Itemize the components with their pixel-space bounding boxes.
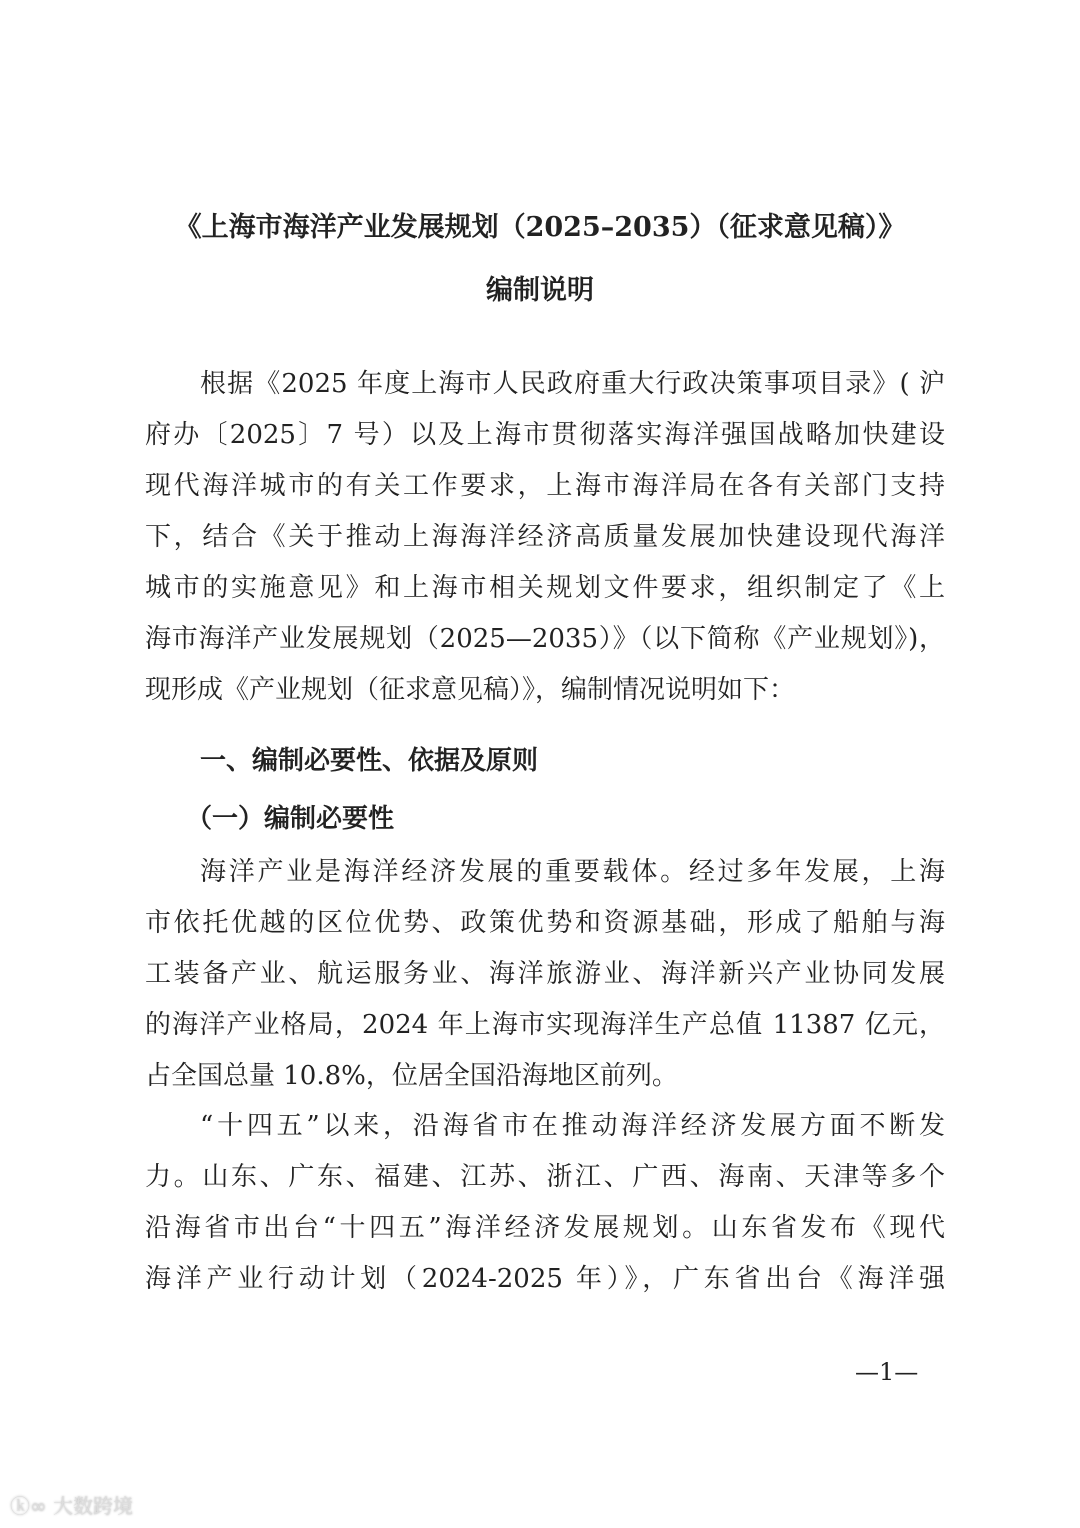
- subsection-heading: （一）编制必要性: [186, 804, 395, 834]
- text-line: 现形成《产业规划（征求意见稿）》，编制情况说明如下：: [145, 675, 796, 705]
- section-heading: 一、编制必要性、依据及原则: [200, 746, 539, 776]
- watermark-logo: ⓚ∞ 大数跨境: [10, 1494, 134, 1518]
- text-line: 力。山东、广东、福建、江苏、浙江、广西、海南、天津等多个: [145, 1162, 945, 1192]
- text-line: 城市的实施意见》和上海市相关规划文件要求，组织制定了《上: [145, 573, 945, 603]
- text-line: 现代海洋城市的有关工作要求，上海市海洋局在各有关部门支持: [145, 471, 945, 501]
- document-title: 《上海市海洋产业发展规划（2025–2035）（征求意见稿）》: [174, 212, 906, 243]
- text-line: 下，结合《关于推动上海海洋经济高质量发展加快建设现代海洋: [145, 522, 945, 552]
- text-line: 府办〔2025〕7 号）以及上海市贯彻落实海洋强国战略加快建设: [145, 420, 945, 450]
- page-number: —1—: [855, 1358, 919, 1386]
- text-line: 海洋产业是海洋经济发展的重要载体。经过多年发展，上海: [200, 857, 945, 887]
- text-line: 市依托优越的区位优势、政策优势和资源基础，形成了船舶与海: [145, 908, 945, 938]
- text-line: 的海洋产业格局，2024 年上海市实现海洋生产总值 11387 亿元，: [145, 1010, 945, 1040]
- text-line: “十四五”以来，沿海省市在推动海洋经济发展方面不断发: [200, 1111, 945, 1141]
- text-line: 沿海省市出台“十四五”海洋经济发展规划。山东省发布《现代: [145, 1213, 945, 1243]
- text-line: 占全国总量 10.8%，位居全国沿海地区前列。: [145, 1061, 678, 1091]
- text-line: 工装备产业、航运服务业、海洋旅游业、海洋新兴产业协同发展: [145, 959, 945, 989]
- watermark-text: 大数跨境: [53, 1494, 134, 1518]
- document-subtitle: 编制说明: [486, 275, 594, 306]
- text-line: 海市海洋产业发展规划（2025—2035）》（以下简称《产业规划》)，: [145, 624, 945, 654]
- text-line: 根据《2025 年度上海市人民政府重大行政决策事项目录》( 沪: [200, 369, 945, 399]
- text-line: 海洋产业行动计划（2024-2025 年）》，广东省出台《海洋强: [145, 1264, 945, 1294]
